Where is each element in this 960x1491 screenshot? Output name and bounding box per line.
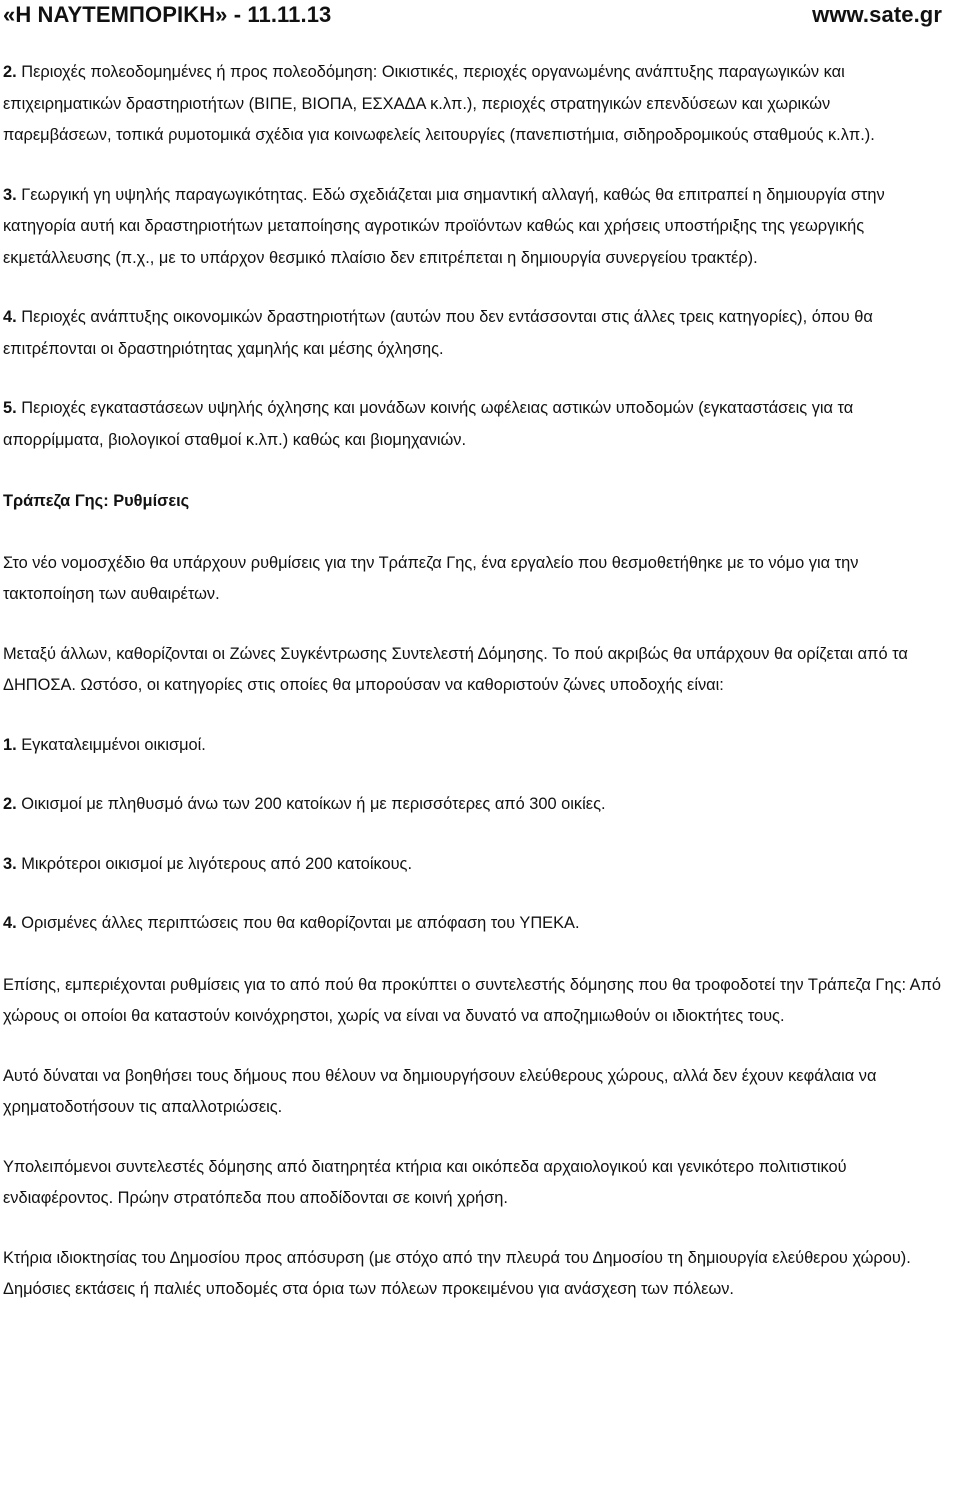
closing-paragraph: Επίσης, εμπεριέχονται ρυθμίσεις για το από πού θα προκύπτει ο συντελεστής δόμησης που θα τροφοδοτεί την Τράπεζα Γης: Από χώρους οι οποίοι θα καταστούν κοινόχρηστοι, χωρίς να είναι να δυνατό να αποζημιωθούν οι ιδιοκτήτες τους. <box>3 975 942 1025</box>
item-text: Περιοχές εγκαταστάσεων υψηλής όχλησης και μονάδων κοινής ωφέλειας αστικών υποδομών (εγκαταστάσεις για τα απορρίμματα, βιολογικοί σταθμοί κ.λπ.) καθώς και βιομηχανιών. <box>3 399 854 449</box>
intro-paragraph: Στο νέο νομοσχέδιο θα υπάρχουν ρυθμίσεις για την Τράπεζα Γης, ένα εργαλείο που θεσμοθετήθηκε με το νόμο για την τακτοποίηση των αυθαιρέτων. <box>3 553 859 603</box>
item-text: Εγκαταλειμμένοι οικισμοί. <box>16 735 206 754</box>
closing-paragraph: Κτήρια ιδιοκτησίας του Δημοσίου προς απόσυρση (με στόχο από την πλευρά του Δημοσίου τη δημιουργία ελεύθερου χώρου). Δημόσιες εκτάσεις ή παλιές υποδομές στα όρια των πόλεων προκειμένου για ανάσχεση των πόλεων. <box>3 1248 911 1298</box>
closing-paragraph: Αυτό δύναται να βοηθήσει τους δήμους που θέλουν να δημιουργήσουν ελεύθερους χώρους, αλλά δεν έχουν κεφάλαια να χρηματοδοτήσουν τις απαλλοτριώσεις. <box>3 1066 877 1116</box>
item-number: 5. <box>3 399 17 417</box>
article-body <box>3 57 942 1306</box>
website-url: www.sate.gr <box>812 2 942 27</box>
item-number: 2. <box>3 795 17 813</box>
intro-paragraph: Μεταξύ άλλων, καθορίζονται οι Ζώνες Συγκέντρωσης Συντελεστή Δόμησης. Το πού ακριβώς θα υπάρχουν θα ορίζεται από τα ΔΗΠΟΣΑ. Ωστόσο, οι κατηγορίες στις οποίες θα μπορούσαν να καθοριστούν ζώνες υποδοχής είναι: <box>3 644 908 694</box>
item-number: 4. <box>3 308 17 326</box>
category-paragraph-2 <box>3 57 942 152</box>
category-paragraph-3 <box>3 180 942 275</box>
zone-item-1 <box>3 730 942 762</box>
item-number: 2. <box>3 63 17 81</box>
item-number: 3. <box>3 185 17 204</box>
newspaper-title: «Η ΝΑΥΤΕΜΠΟΡΙΚΗ» - 11.11.13 <box>3 2 332 27</box>
zone-item-4 <box>3 908 942 940</box>
item-text: Περιοχές ανάπτυξης οικονομικών δραστηριοτήτων (αυτών που δεν εντάσσονται στις άλλες τρεις κατηγορίες), όπου θα επιτρέπονται οι δραστηριότητας χαμηλής και μέσης όχλησης. <box>3 308 873 358</box>
category-paragraph-4 <box>3 302 942 365</box>
section-title: Τράπεζα Γης: Ρυθμίσεις <box>3 492 190 510</box>
item-number: 3. <box>3 854 17 873</box>
item-text: Ορισμένες άλλες περιπτώσεις που θα καθορίζονται με απόφαση του ΥΠΕΚΑ. <box>16 914 580 932</box>
closing-paragraph: Υπολειπόμενοι συντελεστές δόμησης από διατηρητέα κτήρια και οικόπεδα αρχαιολογικού και γενικότερο πολιτιστικού ενδιαφέροντος. Πρώην στρατόπεδα που αποδίδονται σε κοινή χρήση. <box>3 1157 847 1207</box>
item-number: 1. <box>3 735 17 754</box>
zone-item-3 <box>3 849 942 881</box>
page-header <box>3 0 942 31</box>
item-text: Γεωργική γη υψηλής παραγωγικότητας. Εδώ σχεδιάζεται μια σημαντική αλλαγή, καθώς θα επιτραπεί η δημιουργία στην κατηγορία αυτή και δραστηριοτήτων μεταποίησης αγροτικών προϊόντων καθώς και χρήσεις υποστήριξης της γεωργικής εκμετάλλευσης (π.χ., με το υπάρχον θεσμικό πλαίσιο δεν επιτρέπεται η δημιουργία συνεργείου τρακτέρ). <box>3 185 885 267</box>
category-paragraph-5 <box>3 393 942 456</box>
item-text: Περιοχές πολεοδομημένες ή προς πολεοδόμηση: Οικιστικές, περιοχές οργανωμένης ανάπτυξης παραγωγικών και επιχειρηματικών δραστηριοτήτων (ΒΙΠΕ, ΒΙΟΠΑ, ΕΣΧΑΔΑ κ.λπ.), περιοχές στρατηγικών επενδύσεων και χωρικών παρεμβάσεων, τοπικά ρυμοτομικά σχέδια για κοινωφελείς λειτουργίες (πανεπιστήμια, σιδηροδρομικούς σταθμούς κ.λπ.). <box>3 63 875 144</box>
item-number: 4. <box>3 914 17 932</box>
item-text: Μικρότεροι οικισμοί με λιγότερους από 200 κατοίκους. <box>16 854 413 873</box>
zone-item-2 <box>3 789 942 821</box>
item-text: Οικισμοί με πληθυσμό άνω των 200 κατοίκων ή με περισσότερες από 300 οικίες. <box>16 795 606 813</box>
